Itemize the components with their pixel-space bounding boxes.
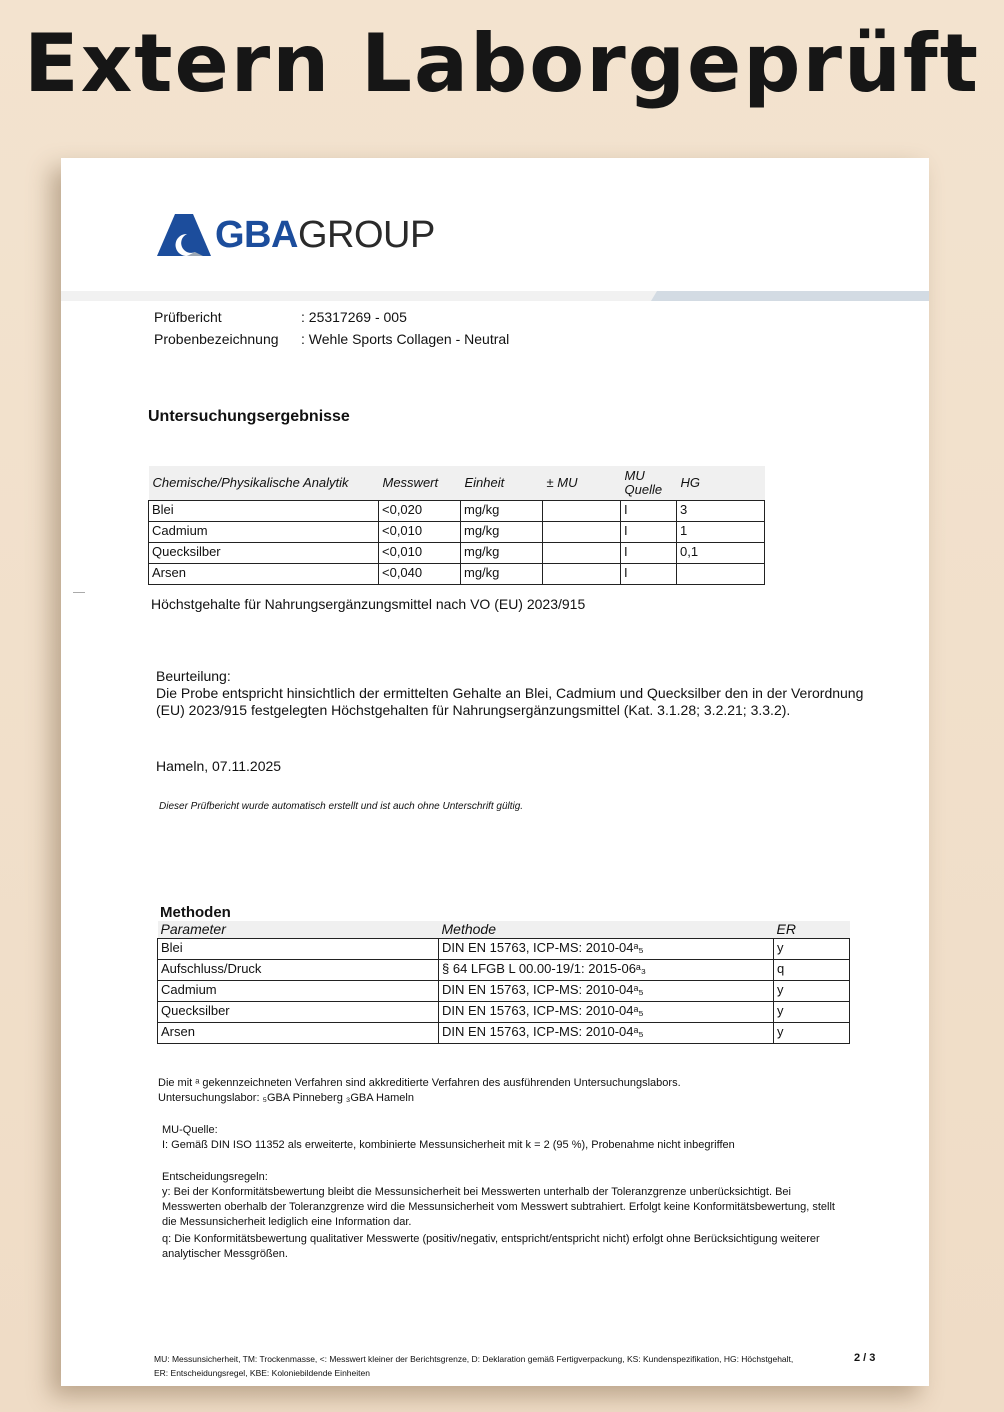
cell: mg/kg — [461, 501, 543, 522]
cell: I — [621, 543, 677, 564]
table-row — [158, 939, 850, 960]
footer-legend-line1: MU: Messunsicherheit, TM: Trockenmasse, <: Messwert kleiner der Berichtsgrenze, D: Deklaration gemäß Fertigverpackung, KS: Kundenspezifikation, HG: Höchstgehalt, — [154, 1354, 794, 1364]
cell: Arsen — [149, 564, 379, 585]
cell: Blei — [158, 939, 439, 960]
footer-legend-line2: ER: Entscheidungsregel, KBE: Koloniebildende Einheiten — [154, 1368, 370, 1378]
cell: Blei — [149, 501, 379, 522]
results-col-header: Chemische/Physikalische Analytik — [149, 466, 379, 501]
cell: <0,040 — [379, 564, 461, 585]
place-date: Hameln, 07.11.2025 — [156, 758, 282, 774]
page-number: 2 / 3 — [854, 1352, 876, 1364]
table-row — [149, 522, 765, 543]
table-row — [149, 564, 765, 585]
decision-rule-q: q: Die Konformitätsbewertung qualitativer Messwerte (positiv/negativ, entspricht/entspricht nicht) erfolgt ohne Berücksichtigung weiterer analytischer Messgrößen. — [162, 1233, 820, 1260]
header-divider — [61, 291, 929, 301]
cell: 0,1 — [677, 543, 765, 564]
cell: <0,010 — [379, 543, 461, 564]
cell — [543, 543, 621, 564]
report-number-label: Prüfbericht — [154, 309, 222, 325]
logo-brand-text: GBA — [215, 213, 298, 256]
results-table — [148, 466, 765, 585]
cell: <0,010 — [379, 522, 461, 543]
results-col-header: MU Quelle — [621, 466, 677, 501]
methods-header-row — [158, 921, 850, 939]
sample-name-label: Probenbezeichnung — [154, 331, 279, 347]
accreditation-note: Die mit ᵃ gekennzeichneten Verfahren sind akkreditierte Verfahren des ausführenden Untersuchungslabors. — [158, 1077, 681, 1089]
gba-group-logo — [157, 212, 435, 258]
page-headline: Extern Laborgeprüft — [24, 17, 980, 110]
cell: y — [774, 939, 850, 960]
mu-source-label: MU-Quelle: — [162, 1124, 218, 1136]
table-row — [158, 1023, 850, 1044]
methods-col-header: Methode — [439, 921, 774, 939]
cell: DIN EN 15763, ICP-MS: 2010-04ᵃ₅ — [439, 981, 774, 1002]
results-col-header: ± MU — [543, 466, 621, 501]
cell: <0,020 — [379, 501, 461, 522]
results-header-row — [149, 466, 765, 501]
cell: DIN EN 15763, ICP-MS: 2010-04ᵃ₅ — [439, 1023, 774, 1044]
report-number-value: : 25317269 - 005 — [301, 309, 407, 325]
sample-name-row — [154, 331, 509, 347]
cell — [543, 501, 621, 522]
report-number-row — [154, 309, 407, 325]
cell — [677, 564, 765, 585]
lab-report-document — [61, 158, 929, 1386]
limits-footnote: Höchstgehalte für Nahrungsergänzungsmittel nach VO (EU) 2023/915 — [151, 596, 586, 612]
results-col-header: Messwert — [379, 466, 461, 501]
cell: Cadmium — [158, 981, 439, 1002]
table-row — [149, 501, 765, 522]
table-row — [158, 981, 850, 1002]
results-heading: Untersuchungsergebnisse — [148, 408, 350, 425]
cell — [543, 522, 621, 543]
cell: Quecksilber — [158, 1002, 439, 1023]
mu-source-text: I: Gemäß DIN ISO 11352 als erweiterte, kombinierte Messunsicherheit mit k = 2 (95 %), Probenahme nicht inbegriffen — [162, 1139, 735, 1151]
cell: 3 — [677, 501, 765, 522]
cell: q — [774, 960, 850, 981]
labs-note: Untersuchungslabor: ₅GBA Pinneberg ₃GBA Hameln — [158, 1092, 414, 1104]
cell: Cadmium — [149, 522, 379, 543]
cell: I — [621, 522, 677, 543]
cell: y — [774, 1002, 850, 1023]
results-col-header: HG — [677, 466, 765, 501]
methods-col-header: ER — [774, 921, 850, 939]
margin-mark — [73, 592, 85, 593]
methods-table — [157, 921, 850, 1044]
logo-suffix-text: GROUP — [297, 213, 435, 256]
cell: mg/kg — [461, 564, 543, 585]
results-col-header: Einheit — [461, 466, 543, 501]
cell: mg/kg — [461, 543, 543, 564]
gba-logo-icon — [157, 212, 211, 258]
decision-rule-y: y: Bei der Konformitätsbewertung bleibt die Messunsicherheit bei Messwerten unterhalb der Toleranzgrenze unberücksichtigt. Bei Messwerten oberhalb der Toleranzgrenze wird die Messunsicherheit vom Messwert subtrahiert. Erfolgt keine Konformitätsbewertung, stellt die Messunsicherheit lediglich eine Information dar. — [162, 1186, 835, 1228]
cell — [543, 564, 621, 585]
assessment-label: Beurteilung: — [156, 668, 231, 684]
cell: Aufschluss/Druck — [158, 960, 439, 981]
cell: Arsen — [158, 1023, 439, 1044]
table-row — [158, 960, 850, 981]
cell: § 64 LFGB L 00.00-19/1: 2015-06ᵃ₃ — [439, 960, 774, 981]
cell: Quecksilber — [149, 543, 379, 564]
cell: mg/kg — [461, 522, 543, 543]
sample-name-value: : Wehle Sports Collagen - Neutral — [301, 331, 510, 347]
assessment-text: Die Probe entspricht hinsichtlich der ermittelten Gehalte an Blei, Cadmium und Quecksilber den in der Verordnung (EU) 2023/915 festgelegten Höchstgehalten für Nahrungsergänzungsmittel (Kat. 3.1.28; 3.2.21; 3.3.2). — [156, 685, 864, 718]
cell: y — [774, 1023, 850, 1044]
cell: DIN EN 15763, ICP-MS: 2010-04ᵃ₅ — [439, 1002, 774, 1023]
cell: y — [774, 981, 850, 1002]
auto-signature-note: Dieser Prüfbericht wurde automatisch erstellt und ist auch ohne Unterschrift gültig. — [159, 801, 524, 812]
table-row — [149, 543, 765, 564]
cell: I — [621, 501, 677, 522]
cell: 1 — [677, 522, 765, 543]
methods-col-header: Parameter — [158, 921, 439, 939]
decision-rules-label: Entscheidungsregeln: — [162, 1171, 268, 1183]
cell: I — [621, 564, 677, 585]
table-row — [158, 1002, 850, 1023]
cell: DIN EN 15763, ICP-MS: 2010-04ᵃ₅ — [439, 939, 774, 960]
methods-heading: Methoden — [160, 904, 231, 921]
